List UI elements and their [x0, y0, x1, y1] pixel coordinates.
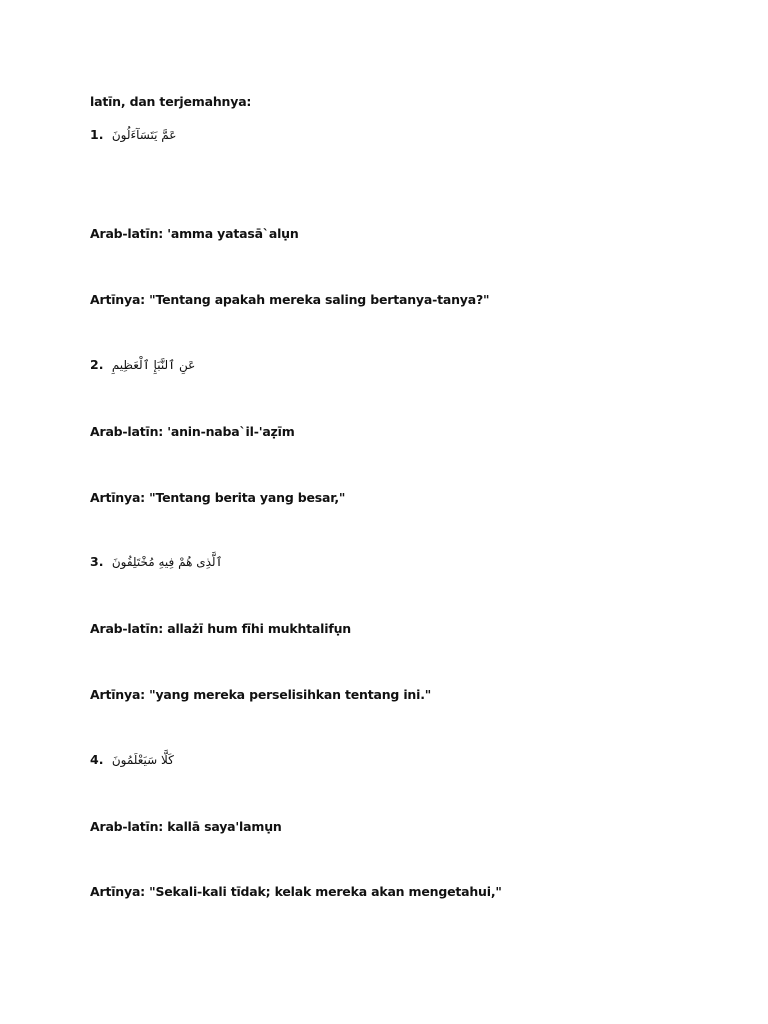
verse-3-translation: Artīnya: "yang mereka perselisihkan tentang ini." — [90, 687, 432, 702]
verse-1-latin: Arab-latīn: 'amma yatasā`alụn — [90, 226, 299, 241]
verse-1-translation: Artīnya: "Tentang apakah mereka saling bertanya-tanya?" — [90, 292, 490, 307]
verse-3-arabic: ٱلَّذِى هُمْ فِيهِ مُخْتَلِفُونَ — [111, 555, 223, 569]
verse-1-arabic: عَمَّ يَتَسَآءَلُونَ — [111, 128, 177, 142]
verse-4-number: 4. — [90, 752, 104, 767]
intro-text: latīn, dan terjemahnya: — [90, 94, 252, 109]
verse-2-arabic: عَنِ ٱلنَّبَإِ ٱلْعَظِيمِ — [111, 358, 196, 372]
verse-3-heading — [90, 554, 223, 570]
verse-1-heading — [90, 127, 176, 143]
verse-4-latin: Arab-latīn: kallā saya'lamụn — [90, 819, 282, 834]
verse-2-heading — [90, 357, 195, 373]
verse-3-number: 3. — [90, 554, 104, 569]
verse-4-heading — [90, 752, 174, 768]
verse-2-latin: Arab-latīn: 'anin-naba`il-'aẓīm — [90, 424, 295, 439]
verse-2-translation: Artīnya: "Tentang berita yang besar," — [90, 490, 346, 505]
verse-2-number: 2. — [90, 357, 104, 372]
verse-1-number: 1. — [90, 127, 104, 142]
verse-4-translation: Artīnya: "Sekali-kali tīdak; kelak mereka akan mengetahui," — [90, 884, 502, 899]
verse-4-arabic: كَلَّا سَيَعْلَمُونَ — [111, 753, 174, 767]
verse-3-latin: Arab-latīn: allażī hum fīhi mukhtalifụn — [90, 621, 351, 636]
